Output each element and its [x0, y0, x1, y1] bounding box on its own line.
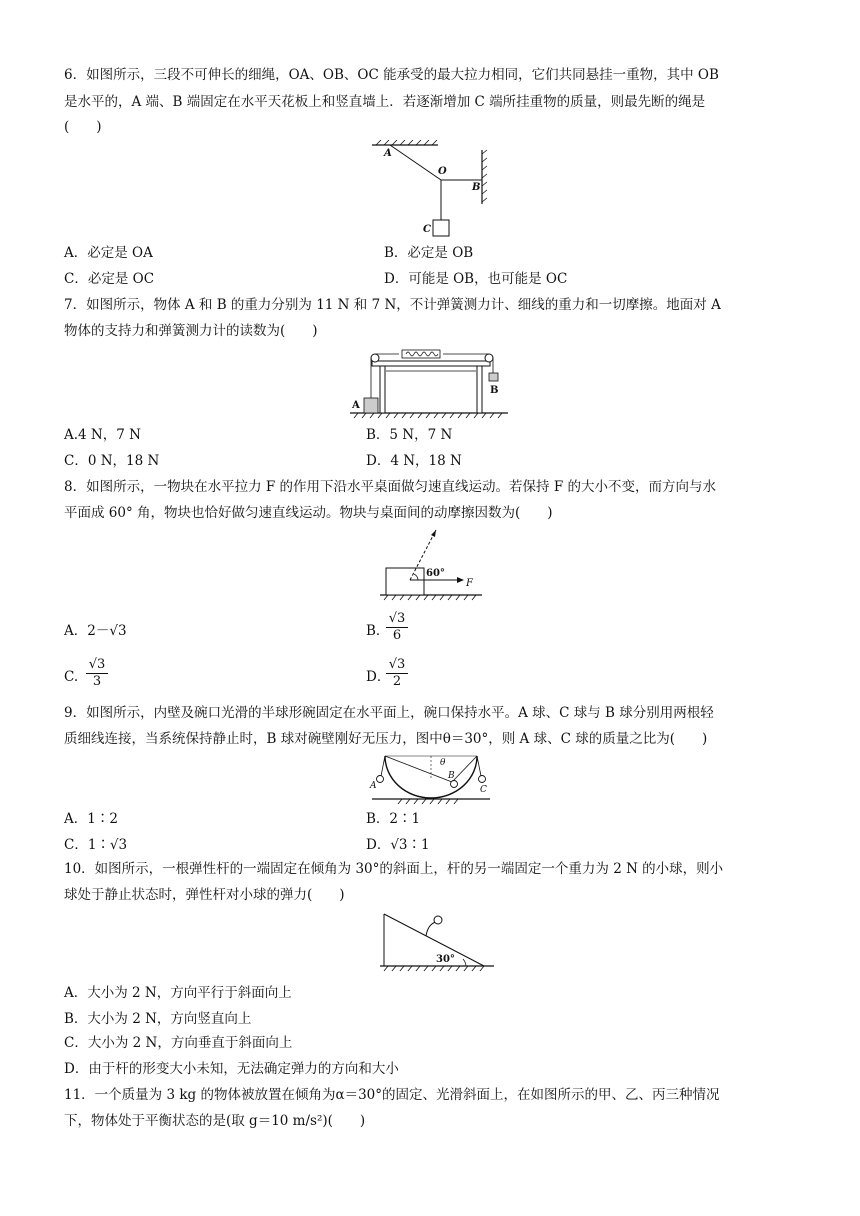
q8-option-d-fraction: [386, 658, 408, 689]
q10-stem-line-2: 球处于静止状态时，弹性杆对小球的弹力( ): [64, 887, 345, 903]
q9-label-a: A: [370, 781, 377, 791]
q8-option-c-denominator: 3: [92, 674, 102, 689]
q6-option-b[interactable]: B．必定是 OB: [384, 245, 474, 261]
q10-option-c[interactable]: C．大小为 2 N，方向垂直于斜面向上: [64, 1035, 293, 1051]
q9-stem-line-2: 质细线连接，当系统保持静止时，B 球对碗壁刚好无压力，图中θ＝30°，则 A 球、C 球的质量之比为( ): [64, 731, 708, 747]
q8-label-angle: 60°: [426, 568, 445, 579]
q8-figure: [374, 524, 490, 606]
q9-option-d[interactable]: D．√3∶1: [366, 837, 430, 853]
q9-label-c: C: [480, 785, 487, 795]
q7-label-b: B: [490, 385, 499, 396]
q9-option-c[interactable]: C．1∶√3: [64, 837, 128, 853]
q8-stem-line-2: 平面成 60° 角，物块也恰好做匀速直线运动。物块与桌面间的动摩擦因数为( ): [64, 505, 553, 521]
q6-stem-line-2: 是水平的，A 端、B 端固定在水平天花板上和竖直墙上．若逐渐增加 C 端所挂重物的质量，则最先断的绳是: [64, 94, 706, 110]
q11-stem-line-2: 下，物体处于平衡状态的是(取 g＝10 m/s²)( ): [64, 1113, 366, 1129]
q11-stem-line-1: 11．一个质量为 3 kg 的物体被放置在倾角为α＝30°的固定、光滑斜面上，在如图所示的甲、乙、丙三种情况: [64, 1087, 720, 1103]
q9-option-b[interactable]: B．2∶1: [366, 811, 421, 827]
q6-figure: [368, 140, 498, 240]
q7-option-a[interactable]: A.4 N，7 N: [64, 427, 141, 443]
q8-label-force: F: [466, 578, 473, 589]
q6-option-d[interactable]: D．可能是 OB，也可能是 OC: [384, 271, 568, 287]
q6-label-b: B: [472, 182, 481, 193]
q8-option-a[interactable]: A．2－√3: [64, 623, 127, 639]
q8-option-d-prefix: D．: [366, 669, 391, 685]
q10-option-b[interactable]: B．大小为 2 N，方向竖直向上: [64, 1011, 252, 1027]
q7-stem-line-1: 7．如图所示，物体 A 和 B 的重力分别为 11 N 和 7 N，不计弹簧测力计、细线的重力和一切摩擦。地面对 A: [64, 297, 721, 313]
q6-option-a[interactable]: A．必定是 OA: [64, 245, 153, 261]
q8-option-c[interactable]: [64, 668, 78, 686]
q9-label-b: B: [448, 771, 455, 781]
q6-stem-line-1: 6．如图所示，三段不可伸长的细绳，OA、OB、OC 能承受的最大拉力相同，它们共同悬挂一重物，其中 OB: [64, 67, 719, 83]
q7-stem-line-2: 物体的支持力和弹簧测力计的读数为( ): [64, 323, 318, 339]
q10-stem-line-1: 10．如图所示，一根弹性杆的一端固定在倾角为 30°的斜面上，杆的另一端固定一个重力为 2 N 的小球，则小: [64, 861, 724, 877]
q10-figure: [374, 910, 498, 974]
q8-option-c-numerator: √3: [88, 657, 106, 672]
q7-option-c[interactable]: C．0 N，18 N: [64, 453, 160, 469]
q8-option-b-fraction: [386, 612, 408, 643]
q9-option-a[interactable]: A．1∶2: [64, 811, 118, 827]
q7-label-a: A: [352, 400, 360, 411]
q6-label-a: A: [384, 148, 392, 159]
q8-option-d-numerator: √3: [388, 657, 406, 672]
q9-label-theta: θ: [440, 758, 446, 768]
q8-option-b-denominator: 6: [392, 628, 402, 643]
q6-label-o: O: [438, 166, 447, 177]
q7-option-d[interactable]: D．4 N，18 N: [366, 453, 462, 469]
q6-option-c[interactable]: C．必定是 OC: [64, 271, 155, 287]
q8-stem-line-1: 8．如图所示，一物块在水平拉力 F 的作用下沿水平桌面做匀速直线运动。若保持 F 的大小不变，而方向与水: [64, 479, 716, 495]
q10-label-angle: 30°: [436, 954, 455, 965]
q10-option-d[interactable]: D．由于杆的形变大小未知，无法确定弹力的方向和大小: [64, 1061, 399, 1077]
q6-stem-line-3: ( ): [64, 119, 102, 135]
q8-option-c-fraction: [86, 658, 108, 689]
q9-stem-line-1: 9．如图所示，内壁及碗口光滑的半球形碗固定在水平面上，碗口保持水平。A 球、C 球与 B 球分别用两根轻: [64, 705, 714, 721]
q10-option-a[interactable]: A．大小为 2 N，方向平行于斜面向上: [64, 985, 292, 1001]
q6-label-c: C: [423, 224, 431, 235]
q7-figure: [344, 346, 514, 422]
q8-option-d-denominator: 2: [392, 674, 402, 689]
q8-option-c-prefix: C.: [64, 669, 79, 685]
q8-option-b-numerator: √3: [388, 611, 406, 626]
q9-figure: [368, 752, 494, 804]
q7-option-b[interactable]: B．5 N，7 N: [366, 427, 453, 443]
q8-option-b-prefix: B．: [366, 623, 390, 639]
